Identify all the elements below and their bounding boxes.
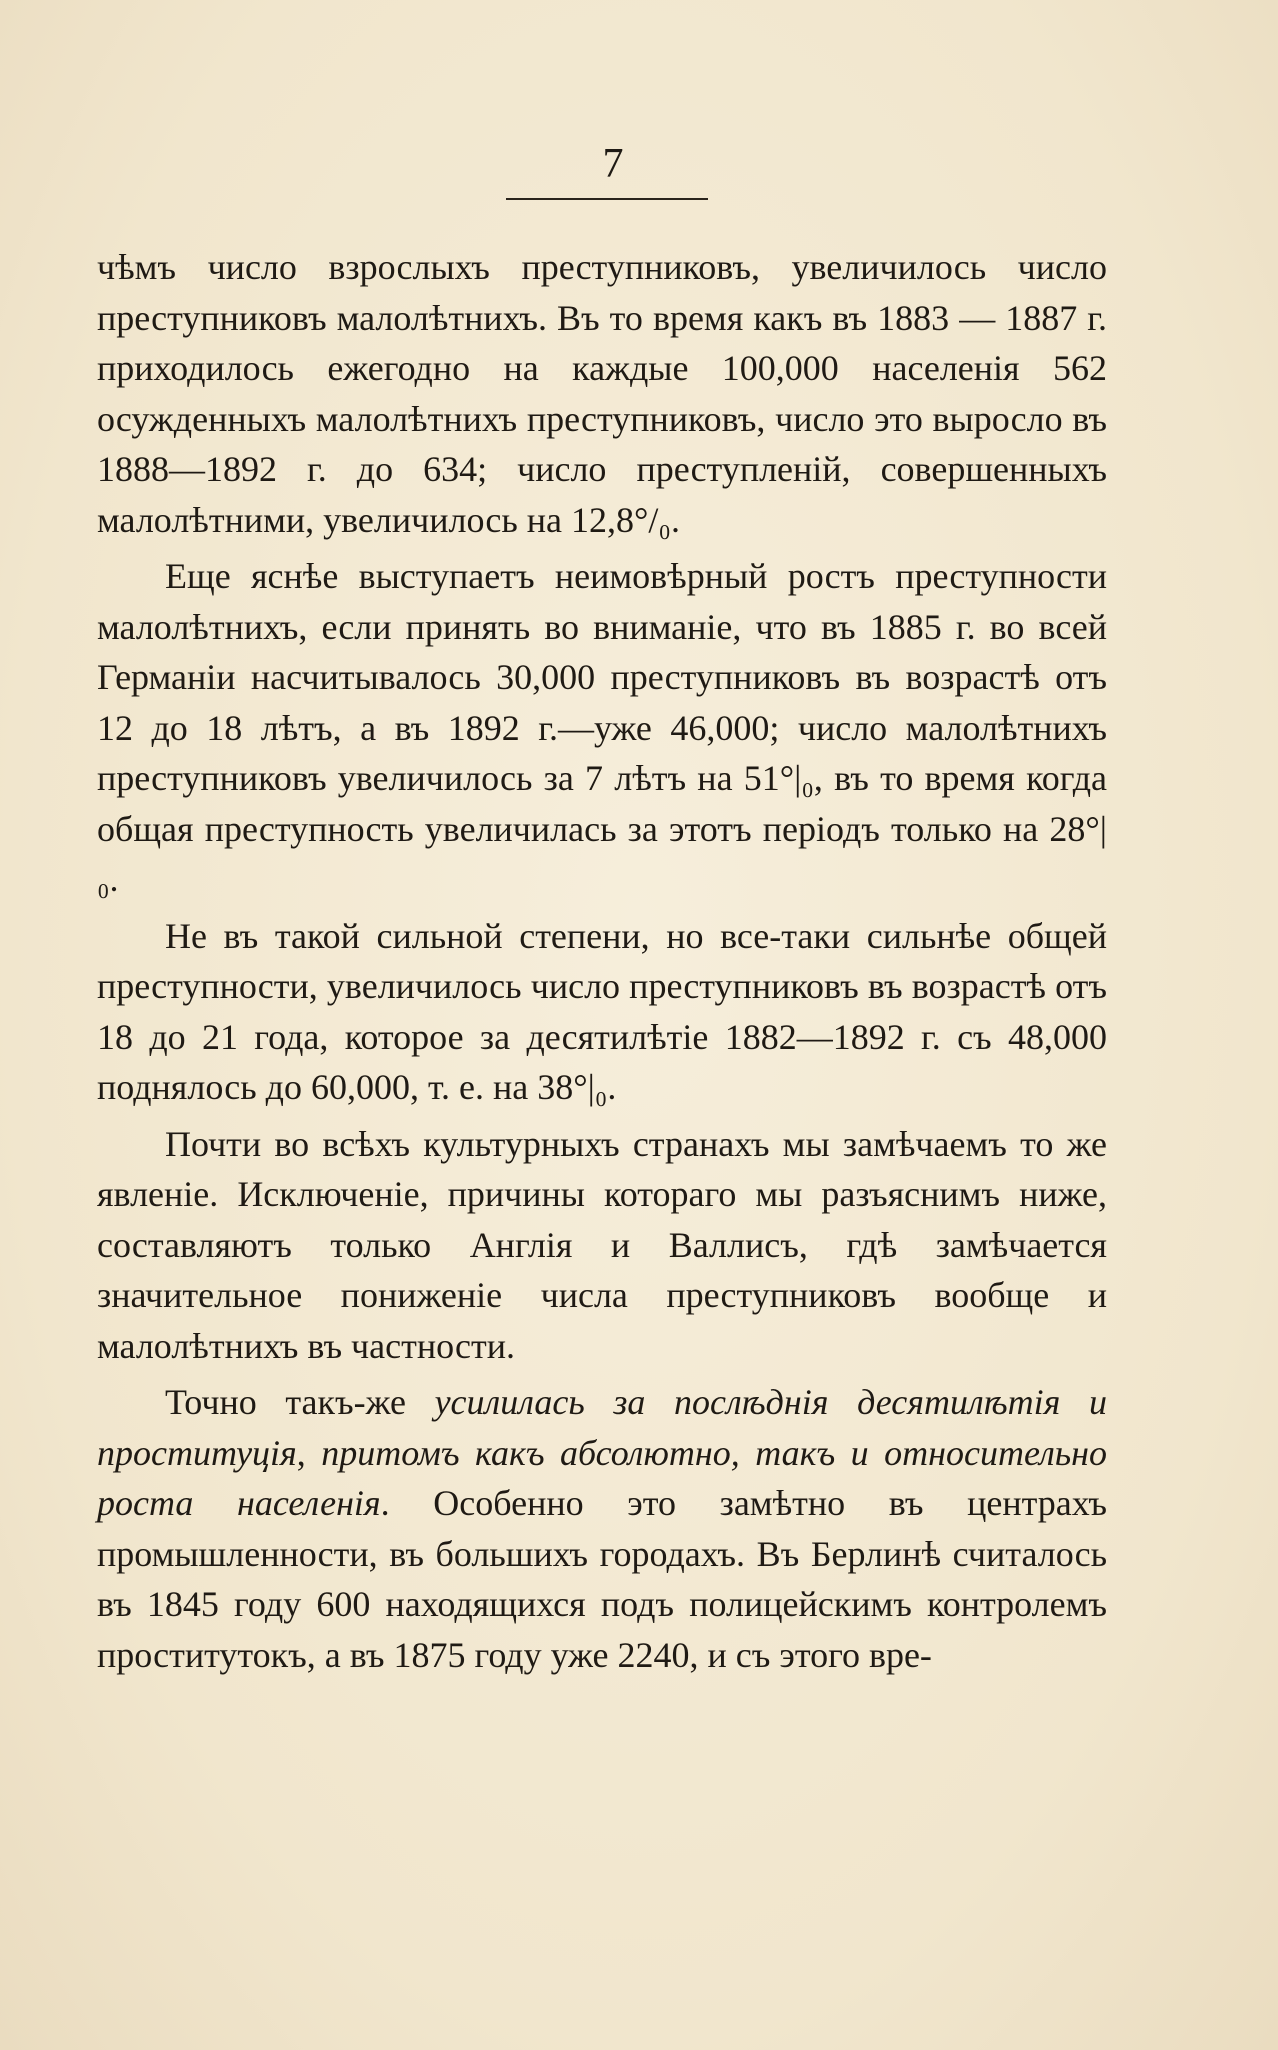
paragraph-3: Не въ такой сильной степени, но все-таки сильнѣе общей преступности, увеличилось число преступниковъ въ возрастѣ отъ 18 до 21 года, которое за десятилѣтіе 1882—1892 г. съ 48,000 поднялось до 60,000, т. е. на 38°|₀. (97, 915, 1107, 1107)
header-rule (506, 198, 708, 200)
paragraph-5 (97, 1377, 1107, 1680)
paragraph-5-comma: , (296, 1432, 322, 1473)
paragraph-5-italic-1: усилилась за послѣднія десятилѣтія и проституція (97, 1382, 1107, 1473)
paragraph-2: Еще яснѣе выступаетъ неимовѣрный ростъ преступности малолѣтнихъ, если принять во вниманіе, что въ 1885 г. во всей Германіи насчитывалось 30,000 преступниковъ въ возрастѣ отъ 12 до 18 лѣтъ, а въ 1892 г.—уже 46,000; число малолѣтнихъ преступниковъ увеличилось за 7 лѣтъ на 51°|₀, въ то время когда общая преступность увеличилась за этотъ періодъ только на 28°|₀. (97, 556, 1107, 899)
paragraph-5-lead: Точно такъ-же (165, 1382, 435, 1422)
paragraph-4: Почти во всѣхъ культурныхъ странахъ мы замѣчаемъ то же явленіе. Исключеніе, причины котораго мы разъяснимъ ниже, составляютъ только Англія и Валлисъ, гдѣ замѣчается значительное пониженіе числа преступниковъ вообще и малолѣтнихъ въ частности. (97, 1123, 1107, 1366)
page-number: 7 (602, 141, 624, 187)
body-text (97, 242, 1107, 1680)
paragraph-1: чѣмъ число взрослыхъ преступниковъ, увеличилось число преступниковъ малолѣтнихъ. Въ то время какъ въ 1883 — 1887 г. приходилось ежегодно на каждые 100,000 населенія 562 осужденныхъ малолѣтнихъ преступниковъ, число это выросло въ 1888—1892 г. до 634; число преступленій, совершенныхъ малолѣтними, увеличилось на 12,8°/₀. (97, 247, 1107, 540)
paragraph-5-rest: . Особенно это замѣтно въ центрахъ промышленности, въ большихъ городахъ. Въ Берлинѣ считалось въ 1845 году 600 находящихся подъ полицейскимъ контролемъ проститутокъ, а въ 1875 году уже 2240, и съ этого вре- (97, 1483, 1108, 1675)
paragraph-5-italic-2: притомъ какъ абсолютно, такъ и относительно роста населенія (97, 1432, 1108, 1523)
